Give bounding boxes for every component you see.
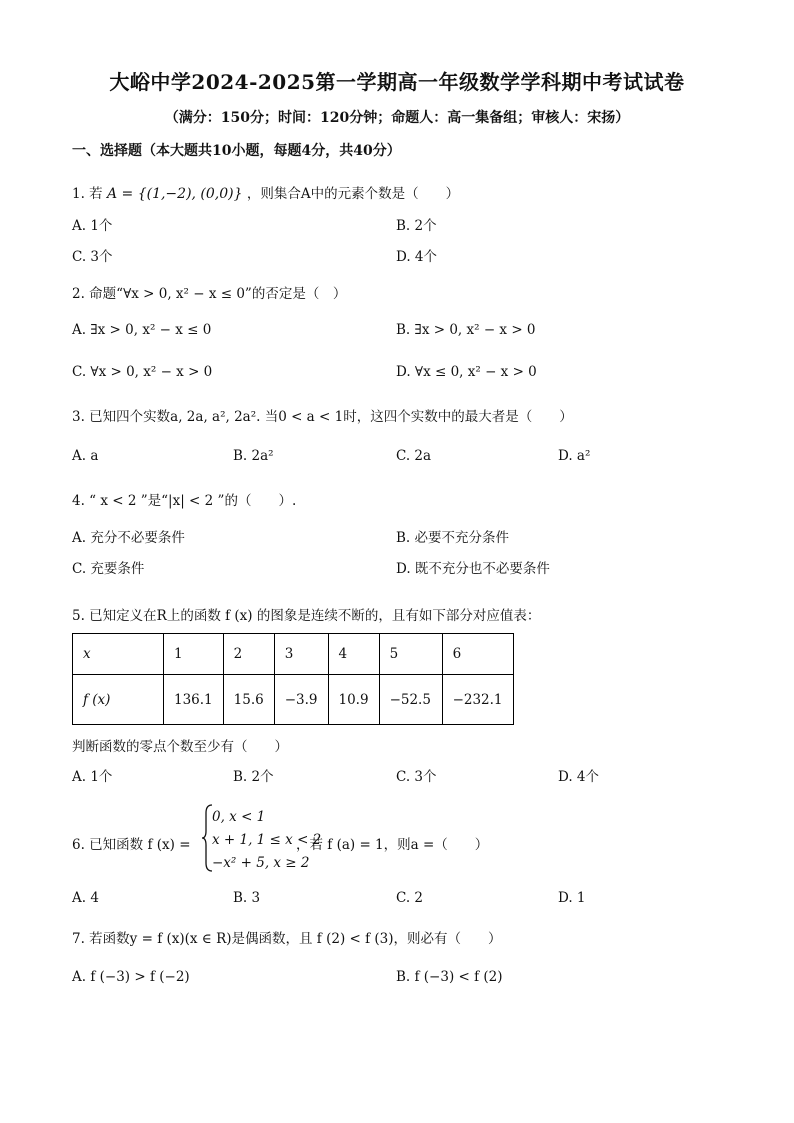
q2-option-a[interactable]: A. ∃x > 0, x² − x ≤ 0 [72, 322, 212, 338]
q5-option-d[interactable]: D. 4个 [558, 769, 600, 785]
q5-option-a[interactable]: A. 1个 [72, 769, 113, 785]
q1-option-d[interactable]: D. 4个 [396, 249, 438, 265]
question-5-stem: 5. 已知定义在R上的函数 f (x) 的图象是连续不断的，且有如下部分对应值表： [72, 608, 541, 624]
q3-option-d[interactable]: D. a² [558, 448, 591, 464]
table-cell: −52.5 [379, 675, 442, 725]
q5-option-b[interactable]: B. 2个 [233, 769, 274, 785]
q4-option-c[interactable]: C. 充要条件 [72, 561, 145, 577]
question-6-suffix: ，若 f (a) = 1，则a =（ ） [296, 837, 489, 853]
question-1-set: A = {(1,−2), (0,0)} [106, 186, 243, 202]
q2-option-c[interactable]: C. ∀x > 0, x² − x > 0 [72, 364, 213, 380]
question-1-stem [72, 182, 459, 202]
table-cell: −232.1 [442, 675, 513, 725]
table-cell: −3.9 [274, 675, 328, 725]
question-4-stem: 4. “ x < 2 ”是“|x| < 2 ”的（ ）. [72, 493, 297, 509]
q1-option-a[interactable]: A. 1个 [72, 218, 113, 234]
question-1-prefix: 1. 若 [72, 186, 103, 202]
table-cell: x [73, 634, 164, 675]
section-heading: 一、选择题（本大题共10小题，每题4分，共40分） [72, 143, 401, 159]
q6-option-b[interactable]: B. 3 [233, 890, 261, 906]
question-6-prefix: 6. 已知函数 f (x) = [72, 837, 191, 853]
table-cell: 4 [328, 634, 379, 675]
q3-option-c[interactable]: C. 2a [396, 448, 432, 464]
table-cell: 15.6 [223, 675, 274, 725]
q6-option-a[interactable]: A. 4 [72, 890, 99, 906]
table-cell: 2 [223, 634, 274, 675]
q6-option-d[interactable]: D. 1 [558, 890, 586, 906]
q3-option-a[interactable]: A. a [72, 448, 99, 464]
piece-2: x + 1, 1 ≤ x < 2 [212, 832, 322, 848]
table-row-x [73, 634, 514, 675]
table-cell: 6 [442, 634, 513, 675]
piece-3: −x² + 5, x ≥ 2 [212, 855, 310, 871]
q4-option-a[interactable]: A. 充分不必要条件 [72, 530, 185, 546]
q1-option-b[interactable]: B. 2个 [396, 218, 437, 234]
value-table [72, 633, 514, 725]
question-2-stem: 2. 命题“∀x > 0, x² − x ≤ 0”的否定是（ ） [72, 286, 347, 302]
q3-option-b[interactable]: B. 2a² [233, 448, 274, 464]
question-5-question: 判断函数的零点个数至少有（ ） [72, 739, 288, 755]
table-cell: 10.9 [328, 675, 379, 725]
piece-1: 0, x < 1 [212, 809, 266, 825]
q4-option-b[interactable]: B. 必要不充分条件 [396, 530, 510, 546]
exam-info: （满分：150分；时间：120分钟；命题人：高一集备组；审核人：宋扬） [164, 110, 630, 126]
question-1-suffix: ，则集合A中的元素个数是（ ） [246, 186, 460, 202]
table-cell: f (x) [73, 675, 164, 725]
q6-option-c[interactable]: C. 2 [396, 890, 424, 906]
q7-option-a[interactable]: A. f (−3) > f (−2) [72, 969, 190, 985]
table-cell: 5 [379, 634, 442, 675]
q2-option-d[interactable]: D. ∀x ≤ 0, x² − x > 0 [396, 364, 537, 380]
table-cell: 3 [274, 634, 328, 675]
question-7-stem: 7. 若函数y = f (x)(x ∈ R)是偶函数，且 f (2) < f (3)，则必有（ ） [72, 931, 502, 947]
q1-option-c[interactable]: C. 3个 [72, 249, 113, 265]
table-cell: 136.1 [164, 675, 224, 725]
page-title: 大峪中学2024-2025第一学期高一年级数学学科期中考试试卷 [109, 70, 685, 94]
q2-option-b[interactable]: B. ∃x > 0, x² − x > 0 [396, 322, 536, 338]
q5-option-c[interactable]: C. 3个 [396, 769, 437, 785]
q4-option-d[interactable]: D. 既不充分也不必要条件 [396, 561, 550, 577]
question-3-stem: 3. 已知四个实数a, 2a, a², 2a². 当0 < a < 1时，这四个实数中的最大者是（ ） [72, 409, 573, 425]
table-row-fx [73, 675, 514, 725]
table-cell: 1 [164, 634, 224, 675]
q7-option-b[interactable]: B. f (−3) < f (2) [396, 969, 503, 985]
